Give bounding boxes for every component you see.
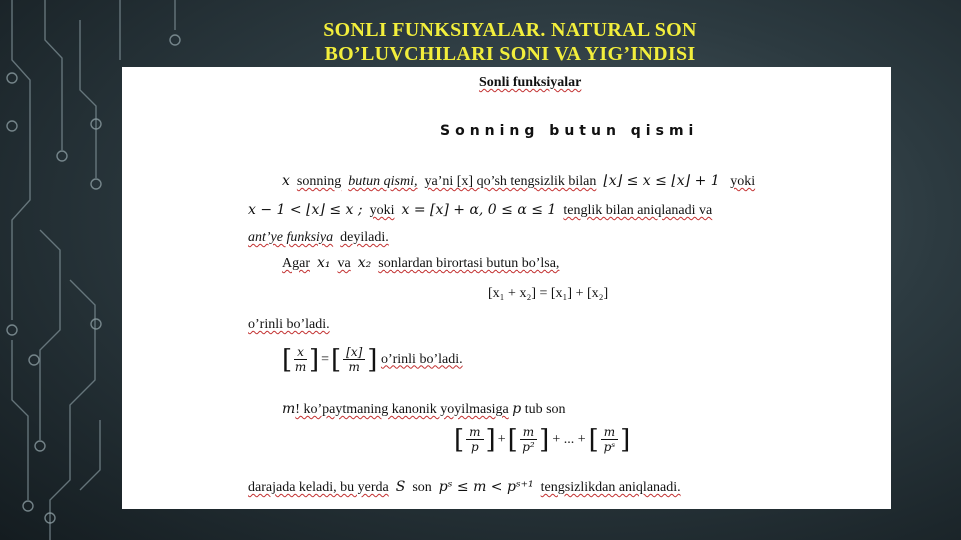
- formula-sum-floor: [x₁ + x₂] = [x₁] + [x₂]: [488, 286, 609, 301]
- doc-subheading: Sonning butun qismi: [440, 123, 699, 139]
- doc-heading: Sonli funksiyalar: [479, 75, 582, 90]
- fraction-x-over-m: $\frac{x}{m}$: [294, 345, 307, 374]
- paragraph-7: [ $\frac{x}{m}$ ] = [ $\frac{[x]}{m}$ ] o’rinli bo’ladi.: [282, 344, 463, 375]
- slide-title: [240, 18, 780, 66]
- paragraph-6: o’rinli bo’ladi.: [248, 317, 330, 332]
- document-image: [122, 67, 891, 509]
- formula-legendre: [ $\frac{m}{p}$ ] + [ $\frac{m}{\text{p²}}$ ] + ... + [ $\frac{m}{\text{pˢ}}$ ]: [454, 424, 631, 455]
- paragraph-4: Agar x₁ va x₂ sonlardan birortasi butun bo’lsa,: [282, 255, 560, 271]
- paragraph-1: x sonning butun qismi, ya’ni [x] qo’sh tengsizlik bilan ⌊x⌋ ≤ x ≤ ⌊x⌋ + 1 yoki: [282, 173, 756, 189]
- title-line-2: BO’LUVCHILARI SONI VA YIG’INDISI: [324, 43, 696, 65]
- fraction-floor-x-over-m: $\frac{[x]}{m}$: [343, 345, 365, 374]
- paragraph-10: darajada keladi, bu yerda S son pˢ ≤ m < pˢ⁺¹ tengsizlikdan aniqlanadi.: [248, 479, 681, 495]
- paragraph-8: m! ko’paytmaning kanonik yoyilmasiga p tub son: [282, 401, 566, 417]
- paragraph-2: x − 1 < ⌊x⌋ ≤ x ; yoki x = [x] + α, 0 ≤ α ≤ 1 tenglik bilan aniqlanadi va: [248, 202, 713, 218]
- paragraph-3: ant’ye funksiya deyiladi.: [248, 230, 389, 245]
- title-line-1: SONLI FUNKSIYALAR. NATURAL SON: [323, 19, 697, 41]
